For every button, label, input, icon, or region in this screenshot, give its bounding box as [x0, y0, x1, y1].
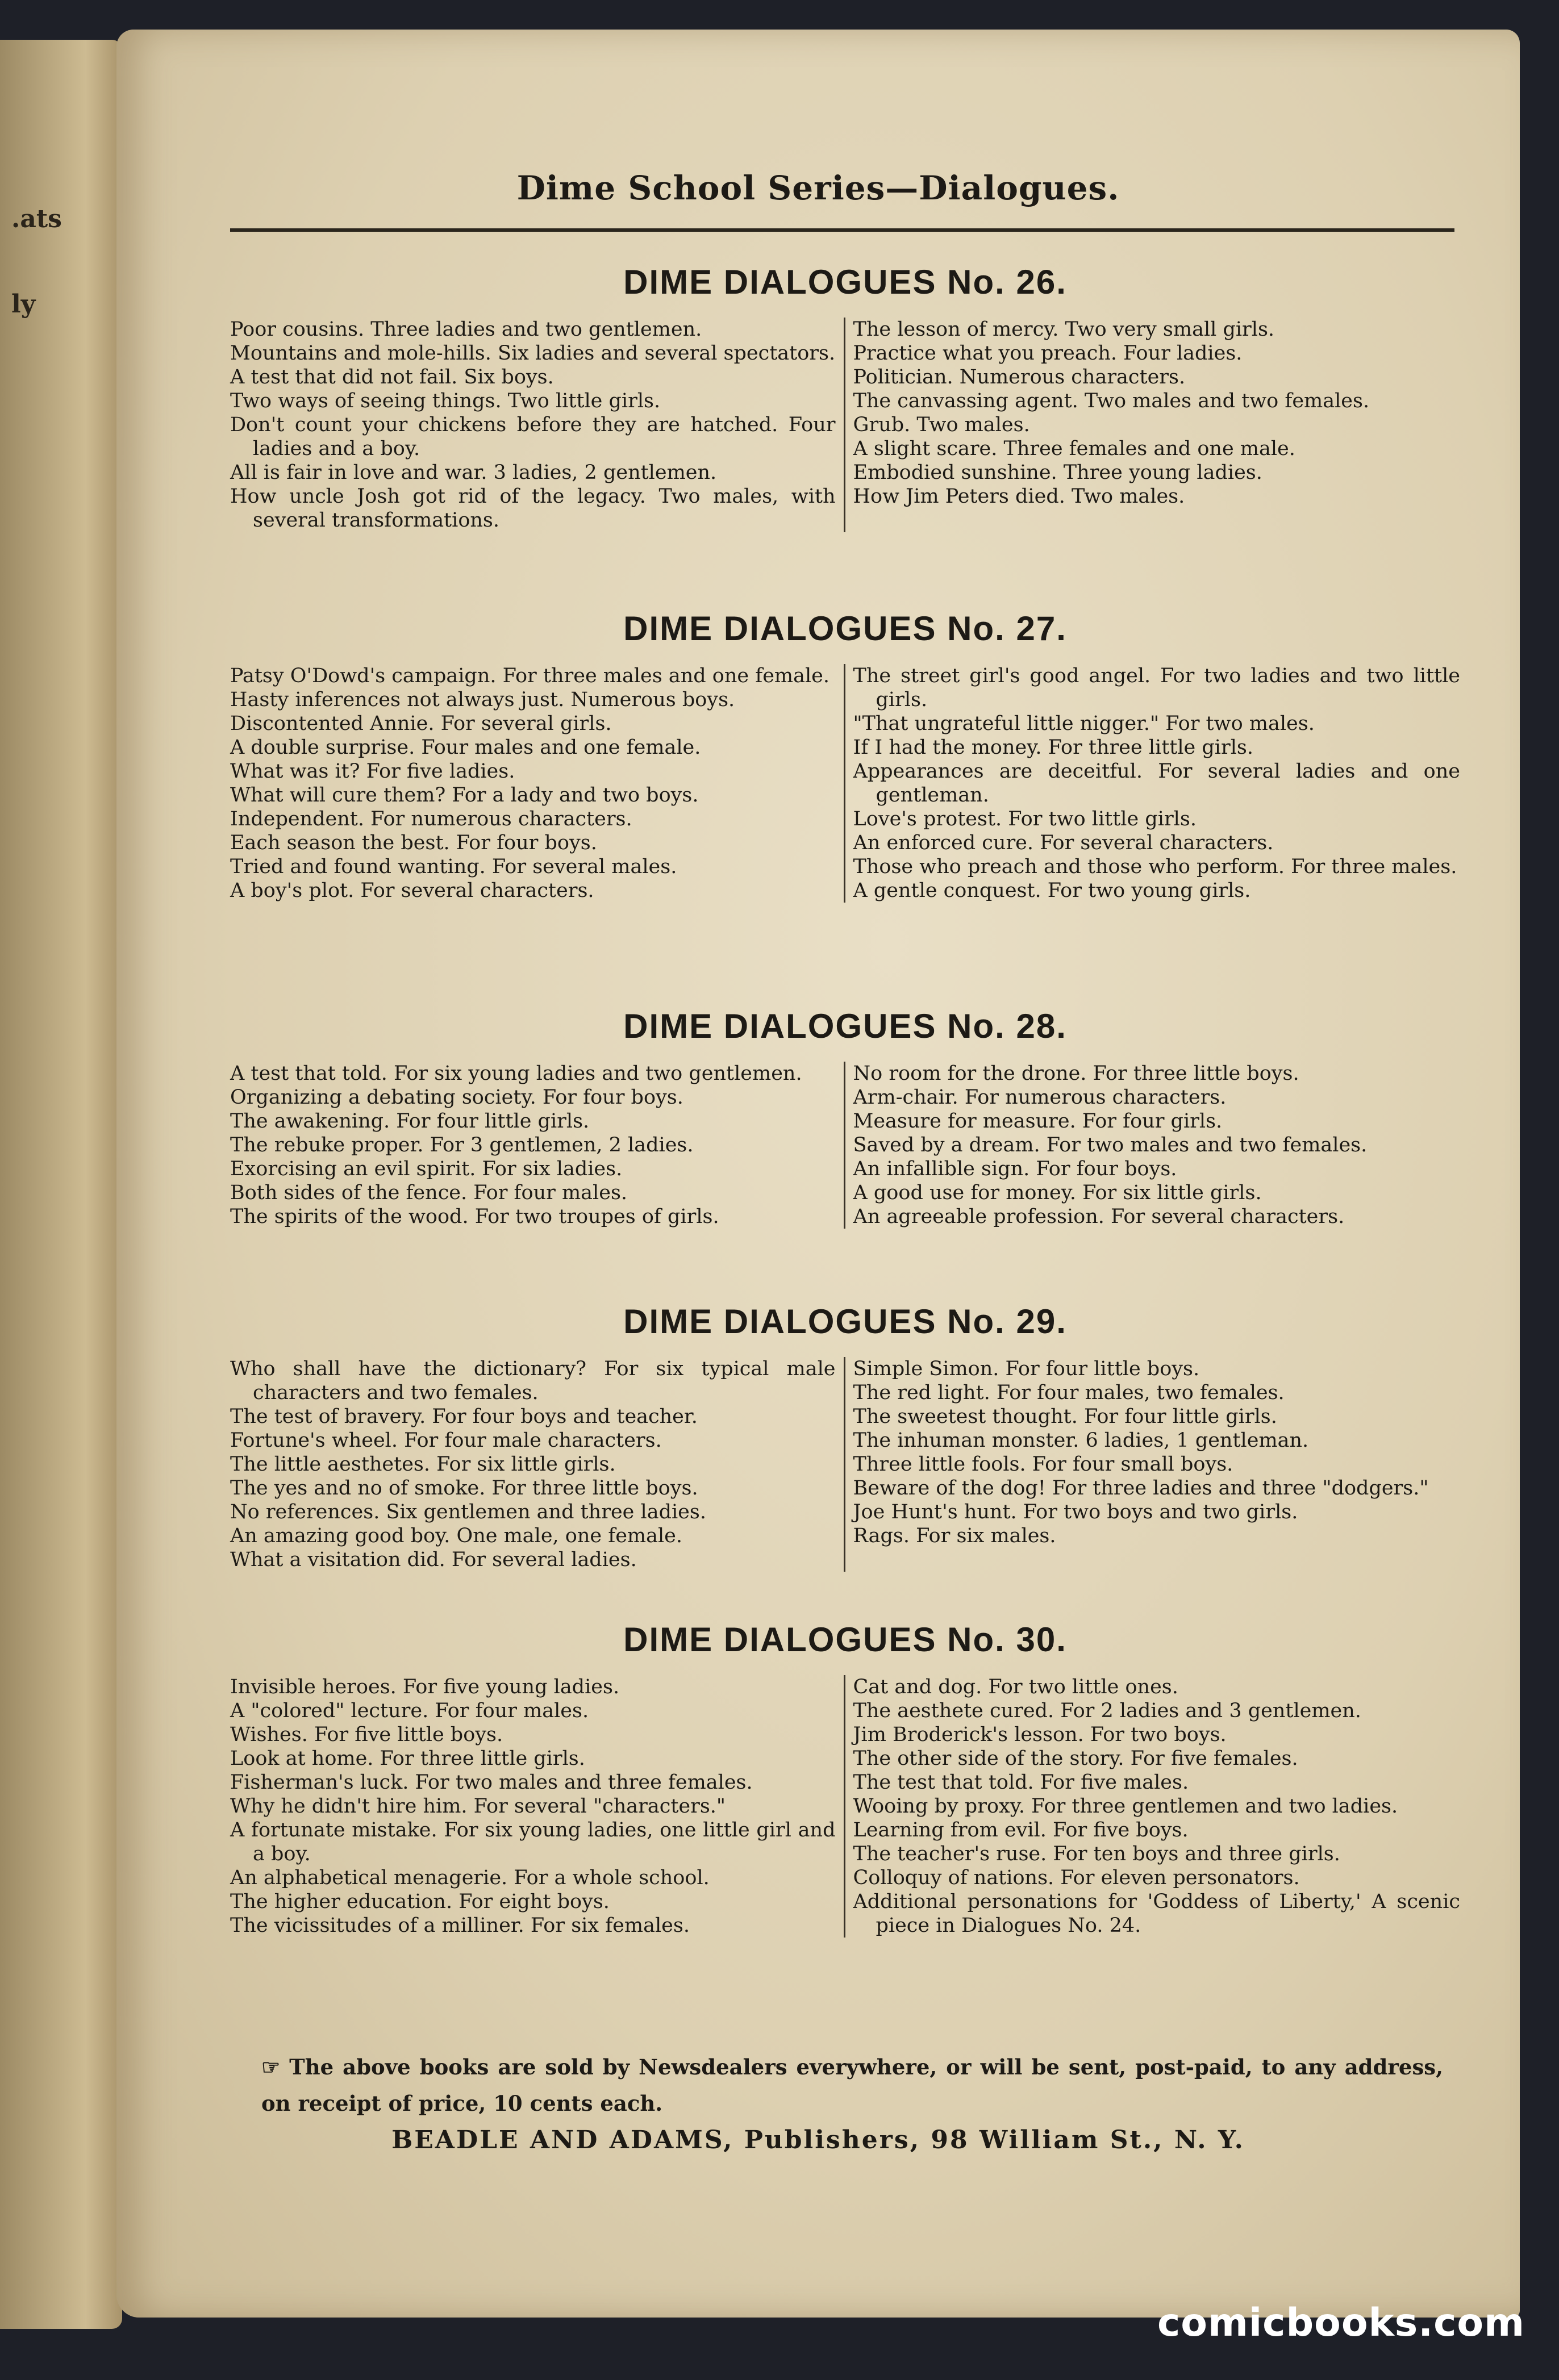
- dialogue-entry: An amazing good boy. One male, one female.: [230, 1525, 682, 1547]
- dialogue-entry: An enforced cure. For several characters.: [853, 832, 1274, 854]
- dialogue-entry: Politician. Numerous characters.: [853, 366, 1186, 389]
- left-column: [230, 1357, 845, 1572]
- dialogue-entry: How uncle Josh got rid of the legacy. Two males, with several transformations.: [230, 485, 836, 532]
- right-column: [845, 1062, 1461, 1229]
- dialogue-entry: Cat and dog. For two little ones.: [853, 1676, 1178, 1698]
- dialogue-entry: Learning from evil. For five boys.: [853, 1819, 1189, 1842]
- dialogue-section: [230, 1007, 1460, 1229]
- header-rule: [230, 228, 1454, 232]
- section-title: DIME DIALOGUES No. 30.: [623, 1621, 1067, 1659]
- dialogue-entry: Independent. For numerous characters.: [230, 808, 632, 830]
- dialogue-entry: A good use for money. For six little girls.: [853, 1181, 1262, 1204]
- right-column: [845, 664, 1461, 903]
- dialogue-entry: A gentle conquest. For two young girls.: [853, 879, 1251, 902]
- dialogue-entry: Simple Simon. For four little boys.: [853, 1358, 1200, 1380]
- dialogue-entry: Practice what you preach. Four ladies.: [853, 342, 1243, 365]
- dialogue-entry: Saved by a dream. For two males and two females.: [853, 1134, 1368, 1156]
- dialogue-entry: The higher education. For eight boys.: [230, 1890, 610, 1913]
- dialogue-entry: Poor cousins. Three ladies and two gentlemen.: [230, 318, 702, 341]
- dialogue-entry: Three little fools. For four small boys.: [853, 1453, 1233, 1476]
- dialogue-entry: Additional personations for 'Goddess of Liberty,' A scenic piece in Dialogues No. 24.: [853, 1890, 1460, 1937]
- dialogue-entry: Wooing by proxy. For three gentlemen and two ladies.: [853, 1795, 1398, 1818]
- dialogue-entry: Joe Hunt's hunt. For two boys and two girls.: [853, 1501, 1298, 1523]
- site-watermark: comicbooks.com: [1157, 2300, 1525, 2345]
- dialogue-entry: Colloquy of nations. For eleven personators.: [853, 1867, 1300, 1889]
- dialogue-entry: Fisherman's luck. For two males and three females.: [230, 1771, 753, 1794]
- dialogue-entry: What a visitation did. For several ladies.: [230, 1548, 637, 1571]
- dialogue-entry: "That ungrateful little nigger." For two males.: [853, 712, 1315, 735]
- dialogue-entry: A "colored" lecture. For four males.: [230, 1700, 589, 1722]
- dialogue-entry: The rebuke proper. For 3 gentlemen, 2 ladies.: [230, 1134, 694, 1156]
- dialogue-entry: The test of bravery. For four boys and teacher.: [230, 1405, 698, 1428]
- facing-page-fragment: ly: [11, 290, 36, 319]
- dialogue-entry: The sweetest thought. For four little girls.: [853, 1405, 1277, 1428]
- sales-note-text: The above books are sold by Newsdealers everywhere, or will be sent, post-paid, to any address, on receipt of price, 10 cents each.: [261, 2055, 1443, 2116]
- left-column: [230, 1062, 845, 1229]
- right-column: [845, 318, 1461, 532]
- dialogue-entry: Fortune's wheel. For four male characters.: [230, 1429, 662, 1452]
- dialogue-entry: An infallible sign. For four boys.: [853, 1158, 1177, 1180]
- left-column: [230, 1675, 845, 1938]
- dialogue-entry: No references. Six gentlemen and three ladies.: [230, 1501, 706, 1523]
- dialogue-section: [230, 609, 1460, 903]
- left-column: [230, 318, 845, 532]
- dialogue-entry: Love's protest. For two little girls.: [853, 808, 1197, 830]
- dialogue-entry: The inhuman monster. 6 ladies, 1 gentleman.: [853, 1429, 1309, 1452]
- dialogue-entry: Jim Broderick's lesson. For two boys.: [853, 1723, 1227, 1746]
- dialogue-section: [230, 1620, 1460, 1938]
- dialogue-entry: Grub. Two males.: [853, 414, 1030, 436]
- dialogue-entry: Hasty inferences not always just. Numerous boys.: [230, 688, 735, 711]
- facing-page-fragment: .ats: [11, 204, 62, 233]
- dialogue-entry: A test that did not fail. Six boys.: [230, 366, 554, 389]
- dialogue-entry: A fortunate mistake. For six young ladies, one little girl and a boy.: [230, 1819, 836, 1865]
- dialogue-entry: The spirits of the wood. For two troupes of girls.: [230, 1205, 719, 1228]
- dialogue-entry: An agreeable profession. For several characters.: [853, 1205, 1345, 1228]
- section-title: DIME DIALOGUES No. 28.: [623, 1007, 1067, 1045]
- dialogue-entry: Wishes. For five little boys.: [230, 1723, 503, 1746]
- dialogue-entry: The awakening. For four little girls.: [230, 1110, 590, 1133]
- dialogue-entry: No room for the drone. For three little boys.: [853, 1062, 1299, 1085]
- dialogue-section: [230, 1302, 1460, 1572]
- dialogue-entry: The red light. For four males, two females.: [853, 1381, 1285, 1404]
- dialogue-entry: Mountains and mole-hills. Six ladies and several spectators.: [230, 342, 836, 365]
- page-header: Dime School Series—Dialogues.: [516, 169, 1120, 207]
- section-title: DIME DIALOGUES No. 29.: [623, 1302, 1067, 1341]
- dialogue-entry: Patsy O'Dowd's campaign. For three males and one female.: [230, 665, 829, 687]
- dialogue-entry: Discontented Annie. For several girls.: [230, 712, 612, 735]
- catalog-page: [116, 30, 1520, 2318]
- dialogue-entry: The other side of the story. For five females.: [853, 1747, 1298, 1770]
- dialogue-entry: Appearances are deceitful. For several ladies and one gentleman.: [853, 760, 1460, 807]
- dialogue-entry: If I had the money. For three little girls.: [853, 736, 1253, 759]
- dialogue-entry: Each season the best. For four boys.: [230, 832, 597, 854]
- dialogue-entry: The teacher's ruse. For ten boys and three girls.: [853, 1843, 1340, 1865]
- dialogue-entry: Exorcising an evil spirit. For six ladies.: [230, 1158, 623, 1180]
- dialogue-entry: A test that told. For six young ladies and two gentlemen.: [230, 1062, 802, 1085]
- dialogue-entry: The lesson of mercy. Two very small girls.: [853, 318, 1275, 341]
- dialogue-entry: Measure for measure. For four girls.: [853, 1110, 1223, 1133]
- dialogue-entry: Look at home. For three little girls.: [230, 1747, 585, 1770]
- dialogue-entry: Who shall have the dictionary? For six typical male characters and two females.: [230, 1358, 836, 1404]
- dialogue-entry: A boy's plot. For several characters.: [230, 879, 594, 902]
- dialogue-entry: A double surprise. Four males and one female.: [230, 736, 701, 759]
- dialogue-entry: Arm-chair. For numerous characters.: [853, 1086, 1227, 1109]
- dialogue-entry: Tried and found wanting. For several males.: [230, 855, 677, 878]
- facing-page-edge: [0, 40, 122, 2329]
- dialogue-entry: What will cure them? For a lady and two boys.: [230, 784, 699, 807]
- pointing-hand-icon: ☞: [261, 2055, 281, 2080]
- dialogue-entry: What was it? For five ladies.: [230, 760, 515, 783]
- dialogue-entry: Why he didn't hire him. For several "characters.": [230, 1795, 726, 1818]
- dialogue-entry: Two ways of seeing things. Two little girls.: [230, 390, 661, 412]
- publisher-line: BEADLE AND ADAMS, Publishers, 98 William St., N. Y.: [391, 2126, 1245, 2154]
- dialogue-entry: An alphabetical menagerie. For a whole school.: [230, 1867, 710, 1889]
- dialogue-entry: All is fair in love and war. 3 ladies, 2 gentlemen.: [230, 461, 717, 484]
- dialogue-entry: Organizing a debating society. For four boys.: [230, 1086, 683, 1109]
- dialogue-entry: Don't count your chickens before they are hatched. Four ladies and a boy.: [230, 414, 836, 460]
- sales-note: [261, 2049, 1443, 2122]
- dialogue-entry: How Jim Peters died. Two males.: [853, 485, 1185, 508]
- dialogue-entry: Beware of the dog! For three ladies and three "dodgers.": [853, 1477, 1429, 1500]
- dialogue-entry: The canvassing agent. Two males and two females.: [853, 390, 1370, 412]
- left-column: [230, 664, 845, 903]
- dialogue-entry: Invisible heroes. For five young ladies.: [230, 1676, 620, 1698]
- right-column: [845, 1357, 1461, 1572]
- dialogue-section: [230, 262, 1460, 532]
- dialogue-entry: A slight scare. Three females and one male.: [853, 437, 1295, 460]
- dialogue-entry: The vicissitudes of a milliner. For six females.: [230, 1914, 690, 1937]
- section-title: DIME DIALOGUES No. 26.: [623, 263, 1067, 301]
- dialogue-entry: Rags. For six males.: [853, 1525, 1056, 1547]
- section-title: DIME DIALOGUES No. 27.: [623, 609, 1067, 648]
- dialogue-entry: Those who preach and those who perform. For three males.: [853, 855, 1457, 878]
- dialogue-entry: The test that told. For five males.: [853, 1771, 1189, 1794]
- dialogue-entry: The yes and no of smoke. For three little boys.: [230, 1477, 698, 1500]
- dialogue-entry: The aesthete cured. For 2 ladies and 3 gentlemen.: [853, 1700, 1361, 1722]
- dialogue-entry: The street girl's good angel. For two ladies and two little girls.: [853, 665, 1460, 711]
- dialogue-entry: The little aesthetes. For six little girls.: [230, 1453, 616, 1476]
- dialogue-entry: Embodied sunshine. Three young ladies.: [853, 461, 1262, 484]
- dialogue-entry: Both sides of the fence. For four males.: [230, 1181, 628, 1204]
- right-column: [845, 1675, 1461, 1938]
